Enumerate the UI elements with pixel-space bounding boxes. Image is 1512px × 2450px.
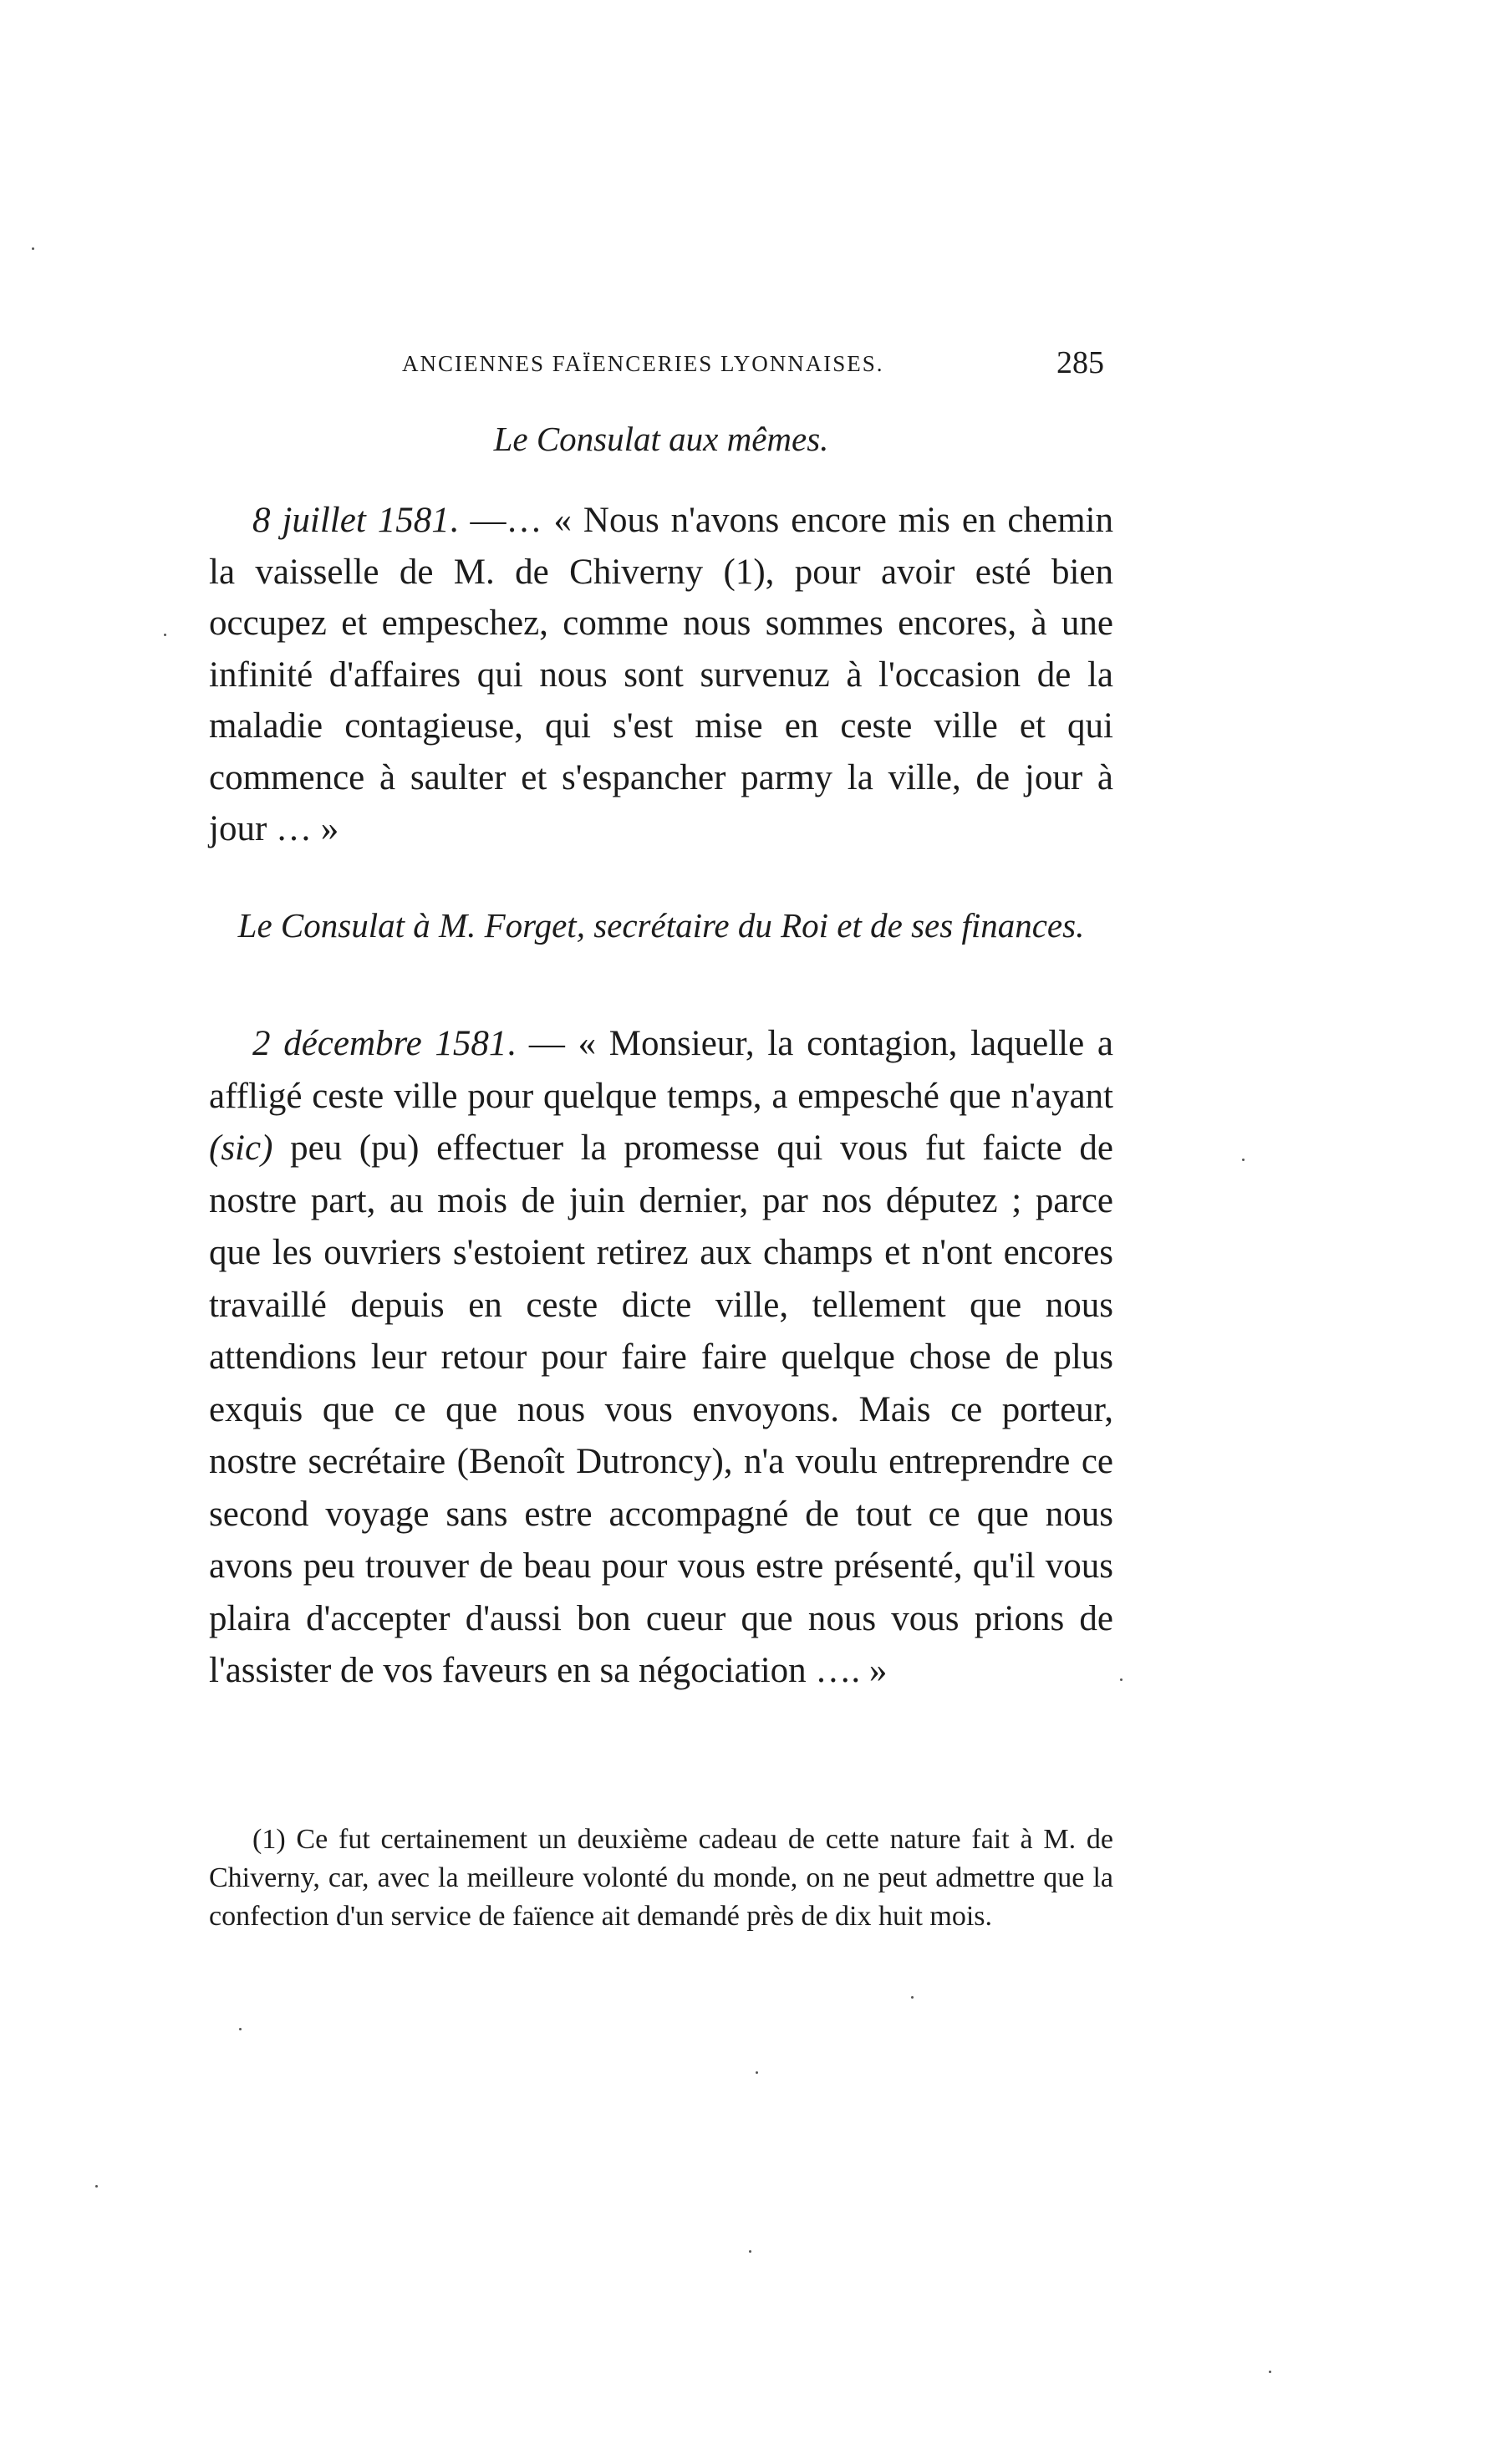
paper-speck (1242, 1159, 1245, 1161)
footnote (209, 1821, 1113, 1936)
paper-speck (32, 247, 34, 250)
paper-speck (911, 1996, 914, 1999)
paper-speck (239, 2028, 242, 2030)
letter-paragraph-1 (209, 495, 1113, 855)
paper-speck (1120, 1678, 1123, 1681)
paper-speck (95, 2185, 98, 2188)
letter-date-1: 8 juillet 1581 (252, 501, 450, 540)
letter-paragraph-2 (209, 1018, 1113, 1698)
letter-body-2a: . — « Monsieur, la contagion, laquelle a affligé ceste ville pour quelque temps, a empesché que n'ayant (209, 1024, 1113, 1116)
running-head (402, 344, 1104, 386)
section-heading-1: Le Consulat aux mêmes. (493, 420, 829, 458)
paper-speck (1269, 2371, 1271, 2373)
footnote-text: (1) Ce fut certainement un deuxième cadeau de cette nature fait à M. de Chiverny, car, avec la meilleure volonté du monde, on ne peut admettre que la confection d'un service de faïence ait demandé près de dix huit mois. (209, 1824, 1113, 1932)
paper-speck (749, 2250, 751, 2253)
page-number: 285 (1056, 345, 1104, 380)
letter-body-1: . —… « Nous n'avons encore mis en chemin la vaisselle de M. de Chiverny (1), pour avoir esté bien occupez et empeschez, comme nous sommes encores, à une infinité d'affaires qui nous sont survenuz à l'occasion de la maladie contagieuse, qui s'est mise en ceste ville et qui commence à saulter et s'espancher parmy la ville, de jour à jour … » (209, 501, 1113, 848)
letter-date-2: 2 décembre 1581 (252, 1024, 507, 1063)
paper-speck (164, 634, 166, 636)
running-title: ANCIENNES FAÏENCERIES LYONNAISES. (402, 351, 884, 376)
paper-speck (756, 2071, 758, 2074)
section-heading-2: Le Consulat à M. Forget, secrétaire du Roi et de ses finances. (237, 906, 1085, 945)
letter-body-2b: peu (pu) effectuer la promesse qui vous fut faicte de nostre part, au mois de juin dernier, par nos députez ; parce que les ouvriers s'estoient retirez aux champs et n'ont encores travaillé depuis en ceste dicte ville, tellement que nous attendions leur retour pour faire faire quelque chose de plus exquis que ce que nous vous envoyons. Mais ce porteur, nostre secrétaire (Benoît Dutroncy), n'a voulu entreprendre ce second voyage sans estre accompagné de tout ce que nous avons peu trouver de beau pour vous estre présenté, qu'il vous plaira d'accepter d'aussi bon cueur que nous vous prions de l'assister de vos faveurs en sa négociation …. » (209, 1128, 1114, 1690)
sic-note: (sic) (209, 1128, 273, 1168)
